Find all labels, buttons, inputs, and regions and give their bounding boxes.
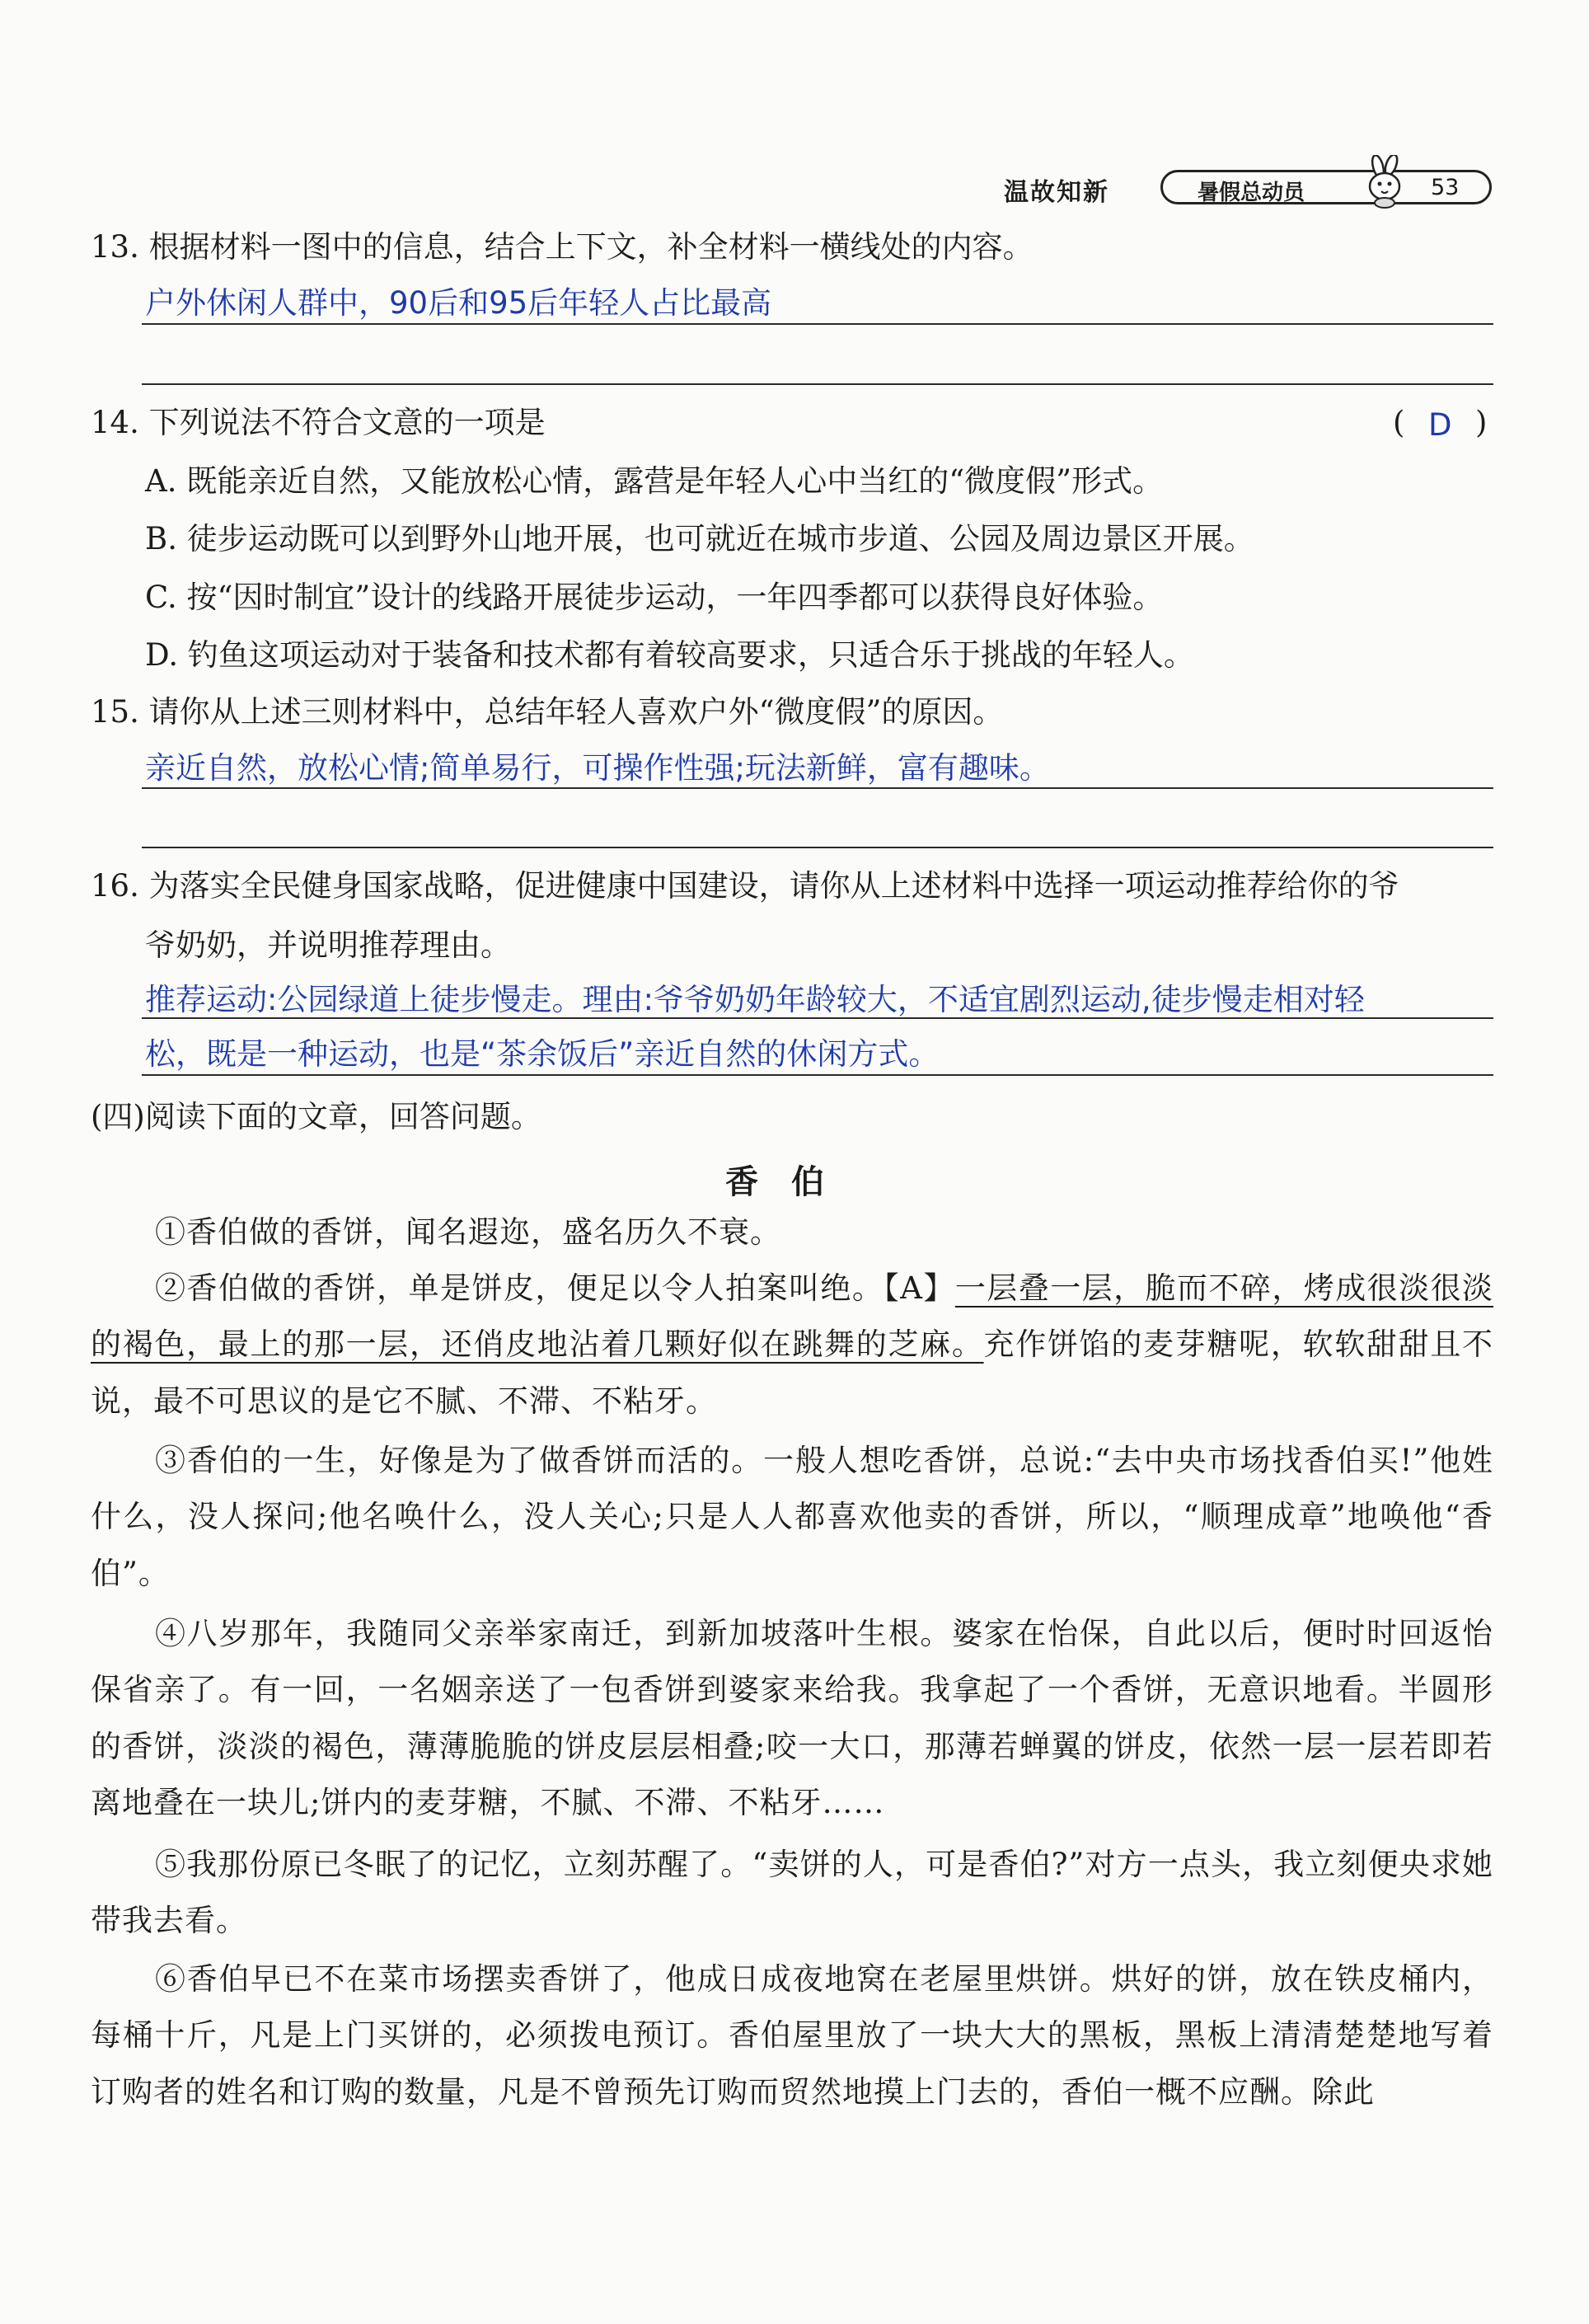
header-section-title: 温故知新 xyxy=(1004,178,1109,207)
q15-answer-line-1 xyxy=(142,787,1493,789)
section-heading: (四)阅读下面的文章，回答问题。 xyxy=(91,1099,541,1134)
q15-question: 15. 请你从上述三则材料中，总结年轻人喜欢户外“微度假”的原因。 xyxy=(91,694,1004,730)
q16-question-line-2: 爷奶奶，并说明推荐理由。 xyxy=(145,927,511,963)
q16-answer-rule-1 xyxy=(142,1017,1493,1019)
article-paragraph-6: ⑥香伯早已不在菜市场摆卖香饼了，他成日成夜地窝在老屋里烘饼。烘好的饼，放在铁皮桶内，每桶十斤，凡是上门买饼的，必须拨电预订。香伯屋里放了一块大大的黑板，黑板上清清楚楚地写着订购者的姓名和订购的数量，凡是不曾预先订购而贸然地摸上门去的，香伯一概不应酬。除此 xyxy=(91,1961,1493,2110)
article-paragraph-3: ③香伯的一生，好像是为了做香饼而活的。一般人想吃香饼，总说:“去中央市场找香伯买!”他姓什么，没人探问;他名唤什么，没人关心;只是人人都喜欢他卖的香饼，所以，“顺理成章”地唤他“香伯”。 xyxy=(91,1443,1493,1591)
q14-option-d: D. 钓鱼这项运动对于装备和技术都有着较高要求，只适合乐于挑战的年轻人。 xyxy=(145,637,1194,673)
article-paragraph-4: ④八岁那年，我随同父亲举家南迁，到新加坡落叶生根。婆家在怡保，自此以后，便时时回返怡保省亲了。有一回，一名姻亲送了一包香饼到婆家来给我。我拿起了一个香饼，无意识地看。半圆形的香饼，淡淡的褐色，薄薄脆脆的饼皮层层相叠;咬一大口，那薄若蝉翼的饼皮，依然一层一层若即若离地叠在一块儿;饼内的麦芽糖，不腻、不滞、不粘牙…… xyxy=(91,1616,1493,1820)
article-paragraph-5: ⑤我那份原已冬眠了的记忆，立刻苏醒了。“卖饼的人，可是香伯?”对方一点头，我立刻便央求她带我去看。 xyxy=(91,1847,1493,1939)
article-paragraph-2 xyxy=(91,1261,1493,1430)
q16-answer-line-1: 推荐运动:公园绿道上徒步慢走。理由:爷爷奶奶年龄较大，不适宜剧烈运动,徒步慢走相对轻 xyxy=(145,982,1365,1017)
rabbit-mascot-icon xyxy=(1360,155,1409,209)
q13-question: 13. 根据材料一图中的信息，结合上下文，补全材料一横线处的内容。 xyxy=(91,229,1034,265)
q14-bracket-close: ) xyxy=(1475,405,1488,440)
page-number: 53 xyxy=(1431,175,1460,200)
q14-option-c: C. 按“因时制宜”设计的线路开展徒步运动，一年四季都可以获得良好体验。 xyxy=(145,580,1164,615)
p2-text-before: ②香伯做的香饼，单是饼皮，便足以令人拍案叫绝。【A】 xyxy=(155,1270,955,1306)
q13-answer: 户外休闲人群中，90后和95后年轻人占比最高 xyxy=(145,285,772,321)
q14-bracket-open: ( xyxy=(1393,405,1405,440)
q16-answer-line-2: 松，既是一种运动，也是“茶余饭后”亲近自然的休闲方式。 xyxy=(145,1036,940,1072)
p2-text-after: 充作饼馅的麦芽糖呢，软软甜甜且不说，最不可思议的是它不腻、不滞、不粘牙。 xyxy=(91,1326,1494,1419)
q16-question-line-1: 16. 为落实全民健身国家战略，促进健康中国建设，请你从上述材料中选择一项运动推荐给你的爷 xyxy=(91,868,1399,904)
q15-answer: 亲近自然，放松心情;简单易行，可操作性强;玩法新鲜，富有趣味。 xyxy=(145,750,1050,786)
q13-answer-line-1 xyxy=(142,323,1493,325)
q16-answer-rule-2 xyxy=(142,1074,1493,1076)
q14-answer: D xyxy=(1428,407,1452,443)
q13-answer-line-2 xyxy=(142,383,1493,385)
q14-option-b: B. 徒步运动既可以到野外山地开展，也可就近在城市步道、公园及周边景区开展。 xyxy=(145,521,1254,556)
header-series-label: 暑假总动员 xyxy=(1198,181,1305,205)
p2-underlined-sentence: 一层叠一层，脆而不碎，烤成很淡很淡的褐色，最上的那一层，还俏皮地沾着几颗好似在跳舞的芝麻。 xyxy=(91,1270,1494,1363)
article-paragraph-1: ①香伯做的香饼，闻名遐迩，盛名历久不衰。 xyxy=(155,1214,781,1250)
article-title: 香 伯 xyxy=(725,1163,824,1201)
q14-question: 14. 下列说法不符合文意的一项是 xyxy=(91,405,546,440)
q15-answer-line-2 xyxy=(142,847,1493,848)
q14-option-a: A. 既能亲近自然，又能放松心情，露营是年轻人心中当红的“微度假”形式。 xyxy=(145,463,1164,499)
